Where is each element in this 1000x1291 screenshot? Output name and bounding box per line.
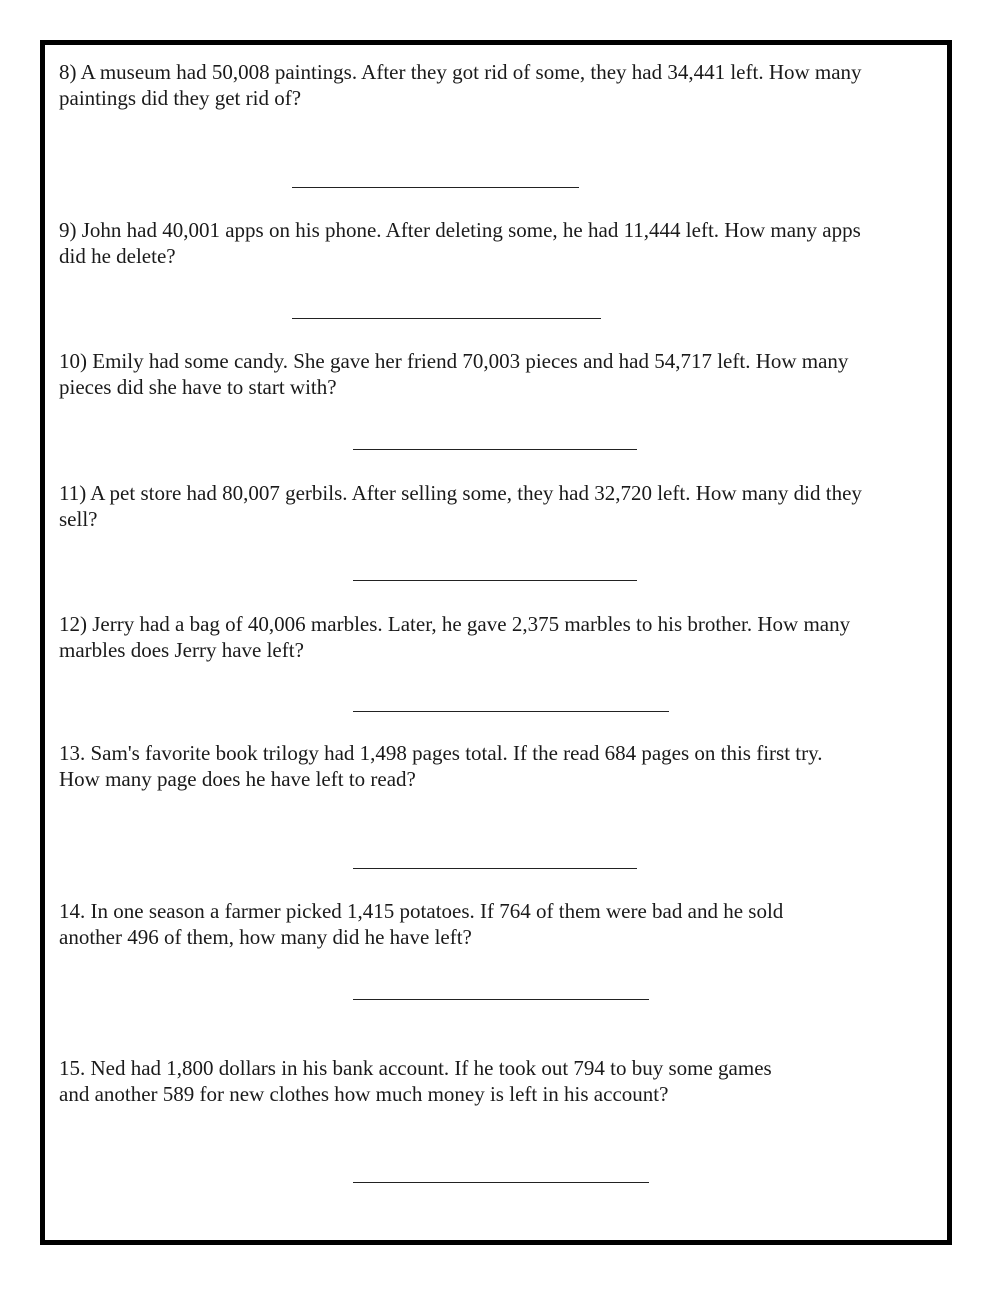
question-9: 9) John had 40,001 apps on his phone. After deleting some, he had 11,444 left. How many apps did he delete? — [59, 218, 861, 268]
answer-blank-15[interactable] — [353, 1182, 649, 1183]
answer-blank-11[interactable] — [353, 580, 637, 581]
answer-blank-13[interactable] — [353, 868, 637, 869]
question-15: 15. Ned had 1,800 dollars in his bank account. If he took out 794 to buy some games and another 589 for new clothes how much money is left in his account? — [59, 1056, 772, 1106]
answer-blank-10[interactable] — [353, 449, 637, 450]
question-14: 14. In one season a farmer picked 1,415 potatoes. If 764 of them were bad and he sold another 496 of them, how many did he have left? — [59, 899, 784, 949]
question-11: 11) A pet store had 80,007 gerbils. After selling some, they had 32,720 left. How many did they sell? — [59, 481, 862, 531]
answer-blank-12[interactable] — [353, 711, 669, 712]
question-13: 13. Sam's favorite book trilogy had 1,498 pages total. If the read 684 pages on this first try. How many page does he have left to read? — [59, 741, 823, 791]
answer-blank-9[interactable] — [292, 318, 601, 319]
question-8: 8) A museum had 50,008 paintings. After they got rid of some, they had 34,441 left. How many paintings did they get rid of? — [59, 60, 862, 110]
answer-blank-8[interactable] — [292, 187, 579, 188]
answer-blank-14[interactable] — [353, 999, 649, 1000]
question-12: 12) Jerry had a bag of 40,006 marbles. Later, he gave 2,375 marbles to his brother. How many marbles does Jerry have left? — [59, 612, 851, 662]
question-10: 10) Emily had some candy. She gave her friend 70,003 pieces and had 54,717 left. How many pieces did she have to start with? — [59, 349, 849, 399]
